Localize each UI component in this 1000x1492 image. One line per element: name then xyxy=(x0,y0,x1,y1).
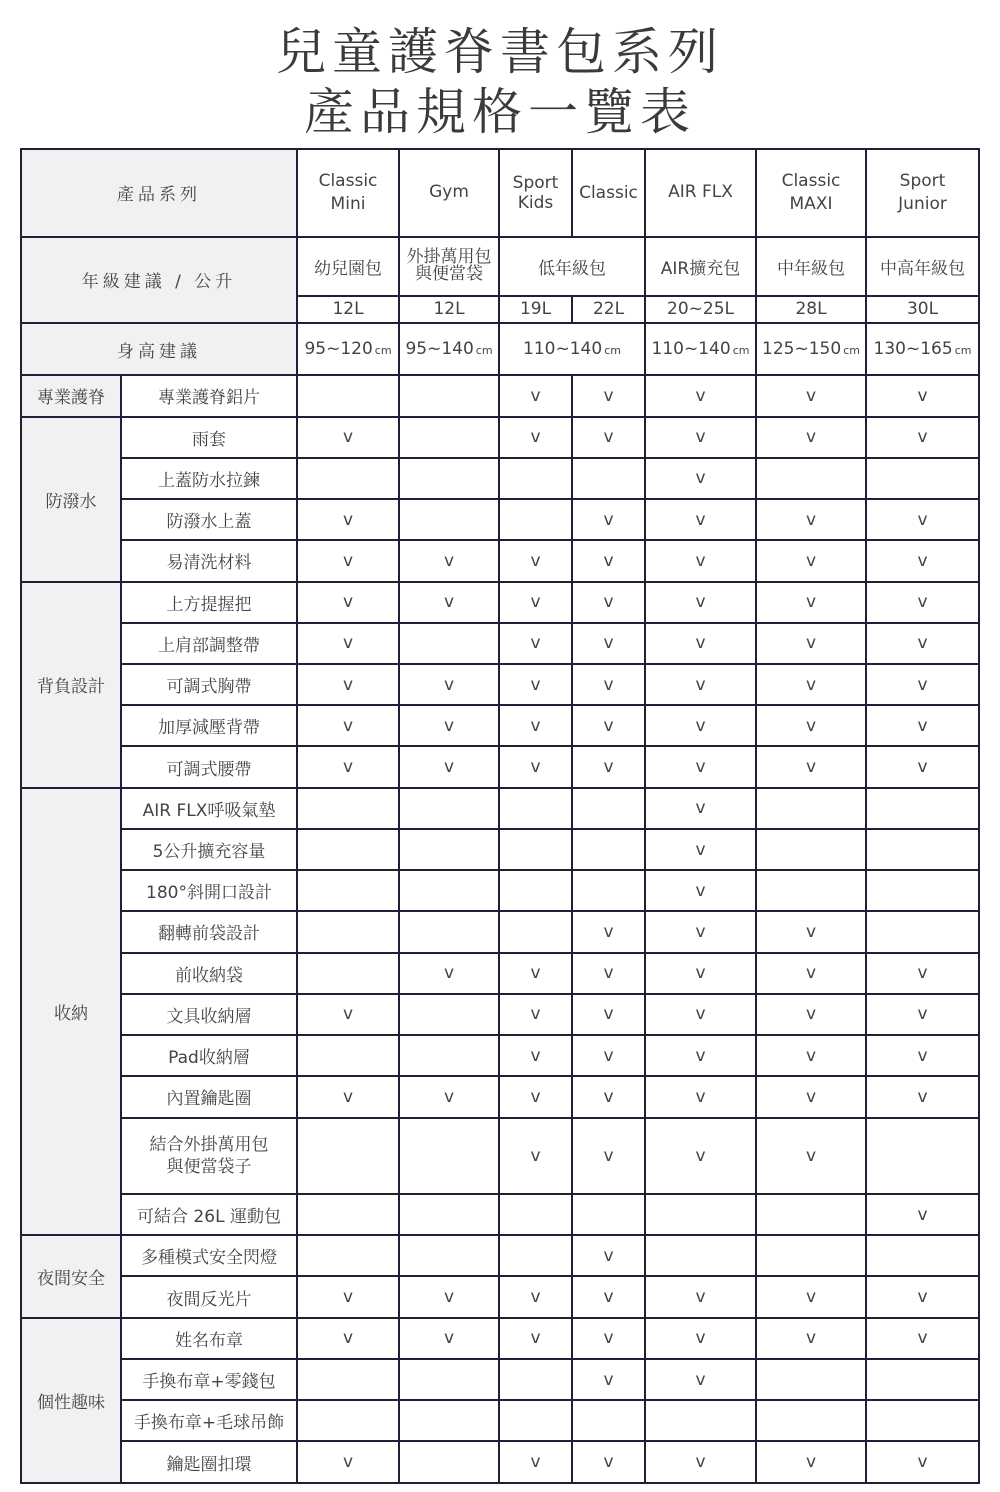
feature-mark xyxy=(572,1400,645,1441)
feature-mark: v xyxy=(297,1076,399,1117)
feature-name: 180°斜開口設計 xyxy=(121,870,297,911)
model-classic: Classic xyxy=(572,149,645,237)
feature-mark: v xyxy=(499,623,572,664)
feature-mark: v xyxy=(572,1318,645,1359)
height-cell: 110~140 cm xyxy=(645,323,756,375)
feature-mark: v xyxy=(572,1276,645,1317)
height-label: 身高建議 xyxy=(21,323,297,375)
feature-name: 可調式腰帶 xyxy=(121,746,297,787)
feature-name: 專業護脊鋁片 xyxy=(121,375,297,416)
feature-mark: v xyxy=(399,705,499,746)
feature-mark: v xyxy=(499,1118,572,1194)
feature-mark: v xyxy=(572,953,645,994)
feature-mark xyxy=(866,870,979,911)
feature-mark xyxy=(297,911,399,952)
feature-mark xyxy=(572,870,645,911)
feature-mark xyxy=(297,1400,399,1441)
feature-mark: v xyxy=(572,911,645,952)
feature-mark: v xyxy=(866,540,979,581)
feature-mark xyxy=(866,1118,979,1194)
feature-row xyxy=(21,1359,979,1400)
model-classic-maxi: Classic MAXI xyxy=(756,149,866,237)
feature-mark xyxy=(756,1359,866,1400)
feature-mark: v xyxy=(399,746,499,787)
feature-mark: v xyxy=(645,705,756,746)
feature-mark: v xyxy=(866,623,979,664)
feature-name: 前收納袋 xyxy=(121,953,297,994)
feature-mark: v xyxy=(499,705,572,746)
feature-mark: v xyxy=(399,953,499,994)
feature-mark: v xyxy=(645,911,756,952)
feature-mark: v xyxy=(572,1035,645,1076)
feature-row xyxy=(21,994,979,1035)
capacity-cell: 22L xyxy=(572,296,645,323)
feature-mark: v xyxy=(645,417,756,458)
feature-mark: v xyxy=(756,1441,866,1483)
feature-mark xyxy=(645,1400,756,1441)
feature-name: 可結合 26L 運動包 xyxy=(121,1194,297,1235)
capacity-cell: 30L xyxy=(866,296,979,323)
feature-name: 翻轉前袋設計 xyxy=(121,911,297,952)
feature-mark xyxy=(399,458,499,499)
feature-mark xyxy=(499,1400,572,1441)
feature-mark xyxy=(572,829,645,870)
feature-mark: v xyxy=(756,417,866,458)
feature-row xyxy=(21,746,979,787)
feature-mark xyxy=(399,788,499,829)
feature-mark: v xyxy=(645,1359,756,1400)
feature-mark: v xyxy=(756,911,866,952)
feature-row xyxy=(21,953,979,994)
feature-row xyxy=(21,623,979,664)
feature-mark: v xyxy=(756,1076,866,1117)
feature-mark: v xyxy=(297,1318,399,1359)
feature-mark: v xyxy=(645,870,756,911)
feature-mark: v xyxy=(756,1035,866,1076)
grade-kindergarten: 幼兒園包 xyxy=(297,237,399,296)
feature-mark: v xyxy=(399,664,499,705)
feature-mark xyxy=(499,870,572,911)
feature-mark: v xyxy=(645,664,756,705)
height-cell: 95~140 cm xyxy=(399,323,499,375)
feature-name: 多種模式安全閃燈 xyxy=(121,1235,297,1276)
feature-mark xyxy=(297,1359,399,1400)
feature-mark xyxy=(399,1441,499,1483)
feature-mark: v xyxy=(645,1035,756,1076)
feature-mark xyxy=(499,458,572,499)
feature-mark: v xyxy=(645,829,756,870)
feature-mark: v xyxy=(866,1318,979,1359)
feature-mark xyxy=(399,375,499,416)
category-cell: 防潑水 xyxy=(21,417,121,582)
feature-mark xyxy=(866,1235,979,1276)
feature-row xyxy=(21,1076,979,1117)
model-classic-mini: Classic Mini xyxy=(297,149,399,237)
feature-mark: v xyxy=(645,582,756,623)
feature-mark xyxy=(399,1035,499,1076)
feature-row xyxy=(21,788,979,829)
feature-mark: v xyxy=(399,1318,499,1359)
feature-mark: v xyxy=(645,540,756,581)
feature-mark: v xyxy=(499,1076,572,1117)
feature-mark: v xyxy=(866,1441,979,1483)
row-series xyxy=(21,149,979,237)
feature-mark xyxy=(756,788,866,829)
feature-mark: v xyxy=(756,705,866,746)
feature-mark xyxy=(297,1035,399,1076)
feature-mark: v xyxy=(866,994,979,1035)
feature-mark xyxy=(399,417,499,458)
feature-mark: v xyxy=(499,664,572,705)
feature-mark: v xyxy=(572,540,645,581)
feature-mark: v xyxy=(756,1118,866,1194)
feature-mark xyxy=(866,829,979,870)
feature-mark xyxy=(756,458,866,499)
feature-mark: v xyxy=(756,994,866,1035)
feature-mark: v xyxy=(866,1276,979,1317)
feature-mark xyxy=(297,1235,399,1276)
feature-row xyxy=(21,499,979,540)
feature-mark: v xyxy=(499,540,572,581)
feature-mark: v xyxy=(572,1441,645,1483)
feature-name: 可調式胸帶 xyxy=(121,664,297,705)
feature-mark xyxy=(866,1359,979,1400)
feature-mark: v xyxy=(645,746,756,787)
feature-mark: v xyxy=(756,499,866,540)
feature-mark xyxy=(756,829,866,870)
feature-mark xyxy=(866,911,979,952)
feature-mark: v xyxy=(297,417,399,458)
feature-mark: v xyxy=(572,705,645,746)
feature-mark: v xyxy=(645,953,756,994)
feature-mark: v xyxy=(399,1076,499,1117)
height-cell: 110~140 cm xyxy=(499,323,645,375)
feature-mark xyxy=(399,1118,499,1194)
feature-mark xyxy=(399,994,499,1035)
feature-mark: v xyxy=(866,664,979,705)
feature-mark: v xyxy=(572,1076,645,1117)
feature-mark: v xyxy=(572,623,645,664)
feature-mark xyxy=(399,1359,499,1400)
feature-mark xyxy=(399,1235,499,1276)
feature-mark: v xyxy=(297,499,399,540)
feature-mark: v xyxy=(499,1441,572,1483)
feature-name: 文具收納層 xyxy=(121,994,297,1035)
feature-row xyxy=(21,375,979,416)
feature-name: 手換布章+零錢包 xyxy=(121,1359,297,1400)
feature-mark xyxy=(297,458,399,499)
feature-mark: v xyxy=(499,417,572,458)
feature-mark xyxy=(645,1194,756,1235)
feature-mark xyxy=(297,953,399,994)
feature-mark: v xyxy=(399,1276,499,1317)
feature-mark: v xyxy=(399,582,499,623)
feature-row xyxy=(21,664,979,705)
feature-name: 防潑水上蓋 xyxy=(121,499,297,540)
feature-mark xyxy=(572,458,645,499)
feature-mark: v xyxy=(645,623,756,664)
feature-mark: v xyxy=(645,375,756,416)
feature-row xyxy=(21,911,979,952)
feature-name: 5公升擴充容量 xyxy=(121,829,297,870)
feature-mark: v xyxy=(645,1076,756,1117)
feature-name: 雨套 xyxy=(121,417,297,458)
feature-mark xyxy=(756,1400,866,1441)
feature-mark xyxy=(572,788,645,829)
feature-mark: v xyxy=(866,746,979,787)
feature-mark: v xyxy=(297,623,399,664)
feature-mark: v xyxy=(499,1035,572,1076)
feature-mark xyxy=(297,788,399,829)
feature-mark: v xyxy=(297,582,399,623)
feature-mark: v xyxy=(499,375,572,416)
feature-mark xyxy=(399,1400,499,1441)
feature-row xyxy=(21,1035,979,1076)
feature-name: 上方提握把 xyxy=(121,582,297,623)
feature-row xyxy=(21,1400,979,1441)
feature-mark: v xyxy=(645,1318,756,1359)
feature-row xyxy=(21,582,979,623)
feature-mark xyxy=(399,911,499,952)
row-height xyxy=(21,323,979,375)
grade-lower: 低年級包 xyxy=(499,237,645,296)
feature-row xyxy=(21,1118,979,1194)
feature-mark xyxy=(297,1118,399,1194)
feature-mark xyxy=(399,499,499,540)
feature-mark xyxy=(297,870,399,911)
feature-mark xyxy=(756,1235,866,1276)
feature-mark: v xyxy=(572,499,645,540)
feature-mark: v xyxy=(499,746,572,787)
feature-mark: v xyxy=(645,1276,756,1317)
feature-name: Pad收納層 xyxy=(121,1035,297,1076)
grade-air: AIR擴充包 xyxy=(645,237,756,296)
feature-mark xyxy=(572,1194,645,1235)
feature-row xyxy=(21,1441,979,1483)
series-label: 產品系列 xyxy=(21,149,297,237)
feature-mark: v xyxy=(572,1359,645,1400)
feature-mark xyxy=(297,1194,399,1235)
feature-name: 結合外掛萬用包 與便當袋子 xyxy=(121,1118,297,1194)
feature-name: AIR FLX呼吸氣墊 xyxy=(121,788,297,829)
feature-mark: v xyxy=(572,417,645,458)
grade-label: 年級建議 / 公升 xyxy=(21,237,297,324)
feature-mark xyxy=(499,1359,572,1400)
feature-mark: v xyxy=(645,1441,756,1483)
feature-mark xyxy=(399,870,499,911)
feature-mark: v xyxy=(499,994,572,1035)
feature-mark xyxy=(499,911,572,952)
feature-mark: v xyxy=(572,582,645,623)
feature-mark: v xyxy=(866,499,979,540)
feature-mark: v xyxy=(645,788,756,829)
feature-mark xyxy=(499,1194,572,1235)
feature-name: 上肩部調整帶 xyxy=(121,623,297,664)
feature-mark: v xyxy=(756,375,866,416)
feature-mark: v xyxy=(499,953,572,994)
feature-mark: v xyxy=(297,664,399,705)
feature-row xyxy=(21,1318,979,1359)
feature-mark: v xyxy=(866,1035,979,1076)
feature-mark: v xyxy=(756,540,866,581)
feature-row xyxy=(21,540,979,581)
feature-mark xyxy=(399,1194,499,1235)
feature-row xyxy=(21,458,979,499)
row-grade xyxy=(21,237,979,296)
height-cell: 130~165 cm xyxy=(866,323,979,375)
feature-mark: v xyxy=(645,458,756,499)
page-title: 兒童護脊書包系列 xyxy=(276,23,724,81)
feature-mark: v xyxy=(645,499,756,540)
feature-name: 上蓋防水拉鍊 xyxy=(121,458,297,499)
feature-mark: v xyxy=(756,953,866,994)
feature-row xyxy=(21,1276,979,1317)
feature-mark xyxy=(866,458,979,499)
feature-mark xyxy=(399,623,499,664)
grade-upper: 中高年級包 xyxy=(866,237,979,296)
feature-mark: v xyxy=(572,664,645,705)
page-subtitle: 產品規格一覽表 xyxy=(304,83,696,141)
category-cell: 個性趣味 xyxy=(21,1318,121,1483)
feature-mark: v xyxy=(756,746,866,787)
feature-mark: v xyxy=(499,1276,572,1317)
feature-row xyxy=(21,870,979,911)
feature-mark: v xyxy=(866,375,979,416)
feature-mark: v xyxy=(866,1076,979,1117)
feature-mark: v xyxy=(499,582,572,623)
feature-mark: v xyxy=(866,705,979,746)
feature-mark: v xyxy=(297,1441,399,1483)
feature-mark: v xyxy=(756,1276,866,1317)
feature-mark: v xyxy=(866,417,979,458)
feature-row xyxy=(21,417,979,458)
feature-mark: v xyxy=(756,1318,866,1359)
model-air-flx: AIR FLX xyxy=(645,149,756,237)
feature-mark: v xyxy=(756,664,866,705)
category-cell: 背負設計 xyxy=(21,582,121,788)
feature-name: 加厚減壓背帶 xyxy=(121,705,297,746)
grade-middle: 中年級包 xyxy=(756,237,866,296)
capacity-cell: 20~25L xyxy=(645,296,756,323)
feature-mark: v xyxy=(572,746,645,787)
feature-mark: v xyxy=(572,1118,645,1194)
height-cell: 95~120 cm xyxy=(297,323,399,375)
feature-name: 夜間反光片 xyxy=(121,1276,297,1317)
category-cell: 專業護脊 xyxy=(21,375,121,416)
feature-mark xyxy=(866,788,979,829)
capacity-cell: 12L xyxy=(399,296,499,323)
feature-name: 手換布章+毛球吊飾 xyxy=(121,1400,297,1441)
feature-mark xyxy=(499,829,572,870)
feature-mark: v xyxy=(645,994,756,1035)
feature-row xyxy=(21,1194,979,1235)
feature-name: 內置鑰匙圈 xyxy=(121,1076,297,1117)
feature-mark xyxy=(756,870,866,911)
feature-mark: v xyxy=(866,1194,979,1235)
model-sport-kids: Sport Kids xyxy=(499,149,572,237)
feature-mark xyxy=(297,829,399,870)
feature-mark xyxy=(297,375,399,416)
feature-row xyxy=(21,829,979,870)
feature-mark: v xyxy=(297,705,399,746)
feature-mark: v xyxy=(499,1318,572,1359)
capacity-cell: 28L xyxy=(756,296,866,323)
model-sport-junior: Sport Junior xyxy=(866,149,979,237)
feature-mark: v xyxy=(572,994,645,1035)
feature-mark: v xyxy=(572,375,645,416)
feature-mark xyxy=(499,1235,572,1276)
category-cell: 夜間安全 xyxy=(21,1235,121,1317)
category-cell: 收納 xyxy=(21,788,121,1236)
feature-mark: v xyxy=(297,994,399,1035)
feature-mark xyxy=(399,829,499,870)
spec-table xyxy=(20,148,980,1484)
feature-mark: v xyxy=(297,746,399,787)
feature-mark xyxy=(866,1400,979,1441)
feature-mark: v xyxy=(756,582,866,623)
feature-mark xyxy=(499,499,572,540)
feature-mark: v xyxy=(572,1235,645,1276)
feature-mark: v xyxy=(756,623,866,664)
feature-name: 鑰匙圈扣環 xyxy=(121,1441,297,1483)
feature-mark xyxy=(756,1194,866,1235)
feature-row xyxy=(21,705,979,746)
feature-name: 姓名布章 xyxy=(121,1318,297,1359)
feature-row xyxy=(21,1235,979,1276)
capacity-cell: 19L xyxy=(499,296,572,323)
feature-mark: v xyxy=(399,540,499,581)
feature-mark xyxy=(499,788,572,829)
feature-mark: v xyxy=(866,953,979,994)
feature-name: 易清洗材料 xyxy=(121,540,297,581)
capacity-cell: 12L xyxy=(297,296,399,323)
feature-mark: v xyxy=(297,540,399,581)
feature-mark: v xyxy=(297,1276,399,1317)
grade-accessory: 外掛萬用包 與便當袋 xyxy=(399,237,499,296)
feature-mark: v xyxy=(645,1118,756,1194)
feature-mark xyxy=(645,1235,756,1276)
model-gym: Gym xyxy=(399,149,499,237)
height-cell: 125~150 cm xyxy=(756,323,866,375)
feature-mark: v xyxy=(866,582,979,623)
